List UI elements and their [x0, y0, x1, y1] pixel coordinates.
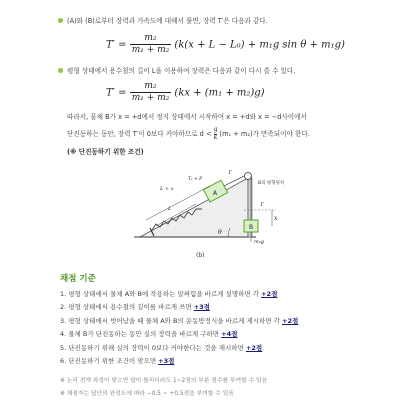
para3-line2: [67, 127, 310, 141]
criteria-item: [60, 357, 298, 365]
criteria-item: [60, 344, 298, 352]
criteria-title: 채점 기준: [60, 274, 96, 284]
incline-pulley-figure: [110, 160, 290, 264]
bullet-icon: [58, 68, 63, 73]
eq2-rhs: (kx + (m₁ + m₂)g): [174, 87, 265, 99]
t-prime-label-2: T′: [260, 202, 265, 208]
pulley-icon: [245, 173, 252, 180]
eq1-denominator: m₁ + m₂: [131, 45, 170, 55]
criteria-item: [60, 303, 298, 311]
eq2-fraction: [130, 81, 172, 104]
eq2-denominator: m₁ + m₂: [131, 93, 170, 103]
criteria-item-text: 5. 단진동하기 위해 실의 장력이 0보다 커야한다는 것을 제시하면: [60, 343, 246, 352]
para3-line2-end: (m₁ + m₂)가 만족되어야 한다.: [219, 130, 310, 138]
incline-surface: [140, 178, 248, 237]
footnote: ※ 채점자는 답안의 완성도에 따라 −0.5 ~ +0.5점을 부여할 수 있음: [60, 391, 234, 397]
eq1-lhs: T′ =: [106, 39, 127, 51]
equation-1: [106, 33, 345, 56]
eq1-fraction: [130, 33, 172, 56]
criteria-item: [60, 317, 298, 325]
eq-position-label: B의 평형위치: [258, 181, 285, 186]
figure-caption: (b): [196, 252, 205, 259]
eq2-numerator: m₂: [130, 81, 172, 93]
criteria-item-score: +2점: [282, 316, 299, 325]
g-over-k-fraction: [214, 127, 218, 141]
eq1-numerator: m₂: [130, 33, 172, 45]
criteria-item-text: 6. 단진동하기 위한 조건이 맞으면: [60, 356, 159, 365]
para3-line1: 따라서, 물체 B가 x = +d에서 정지 상태에서 시작하여 x = +d와 x = −d사이에서: [67, 113, 307, 121]
para1-text: (A)와 (B)로부터 장력과 가속도에 대해서 풀면, 장력 T′은 다음과 같다.: [58, 17, 268, 25]
equation-2: [106, 81, 265, 104]
eq1-rhs: (k(x + L − L₀) + m₁g sin θ + m₁g): [174, 39, 345, 51]
criteria-item-score: +4점: [221, 330, 238, 339]
bullet-icon: [58, 18, 63, 23]
footnotes: [60, 378, 267, 404]
block-a-label: A: [213, 190, 218, 197]
l-plus-x-label: L + x: [160, 186, 174, 192]
t-prime-label: T′: [228, 170, 233, 176]
m2g-label: m₂g: [254, 239, 264, 245]
criteria-list: [60, 290, 298, 370]
theta-label: θ: [218, 229, 222, 236]
k-denominator: k: [213, 133, 218, 141]
eq2-lhs: T′ =: [106, 87, 127, 99]
l-label: L: [168, 206, 172, 212]
criteria-item-score: +3점: [193, 303, 210, 312]
para3-line2-start: 단진동하는 동안, 장력 T′이 0보다 커야하므로 d <: [67, 130, 212, 138]
criteria-item: [60, 290, 298, 298]
criteria-item: [60, 330, 298, 338]
criteria-item-text: 1. 평형 상태에서 물체 A와 B에 작용하는 알짜힘을 바르게 설명하면 각: [60, 290, 262, 298]
para2-text: 평형 상태에서 용수철의 길이 L을 이용하여 장력은 다음과 같이 다시 쓸 수 있다.: [58, 67, 295, 75]
criteria-item-score: +3점: [158, 356, 175, 365]
x-label: x: [274, 215, 278, 222]
ts-fs-label: Tₛ + F: [188, 177, 203, 182]
criteria-item-score: +2점: [245, 343, 263, 352]
condition-note: (※ 단진동하기 위한 조건): [67, 148, 144, 156]
block-b-label: B: [249, 224, 254, 231]
criteria-item-text: 4. 물체 B가 단진동하는 동안 실의 장력을 바르게 구하면: [60, 330, 222, 339]
footnote: ※ 논리 전개 과정이 맞으면 답이 틀리더라도 1~2점의 부분 점수를 부여할 수 있음: [60, 378, 268, 384]
g-numerator: g: [213, 126, 218, 133]
criteria-item-score: +2점: [261, 290, 278, 298]
criteria-item-text: 3. 평형 상태에서 벗어났을 때 물체 A와 B의 운동방정식을 바르게 제시하면 각: [60, 316, 282, 325]
criteria-item-text: 2. 평형 상태에서 용수철의 길이를 바르게 쓰면: [60, 303, 194, 312]
